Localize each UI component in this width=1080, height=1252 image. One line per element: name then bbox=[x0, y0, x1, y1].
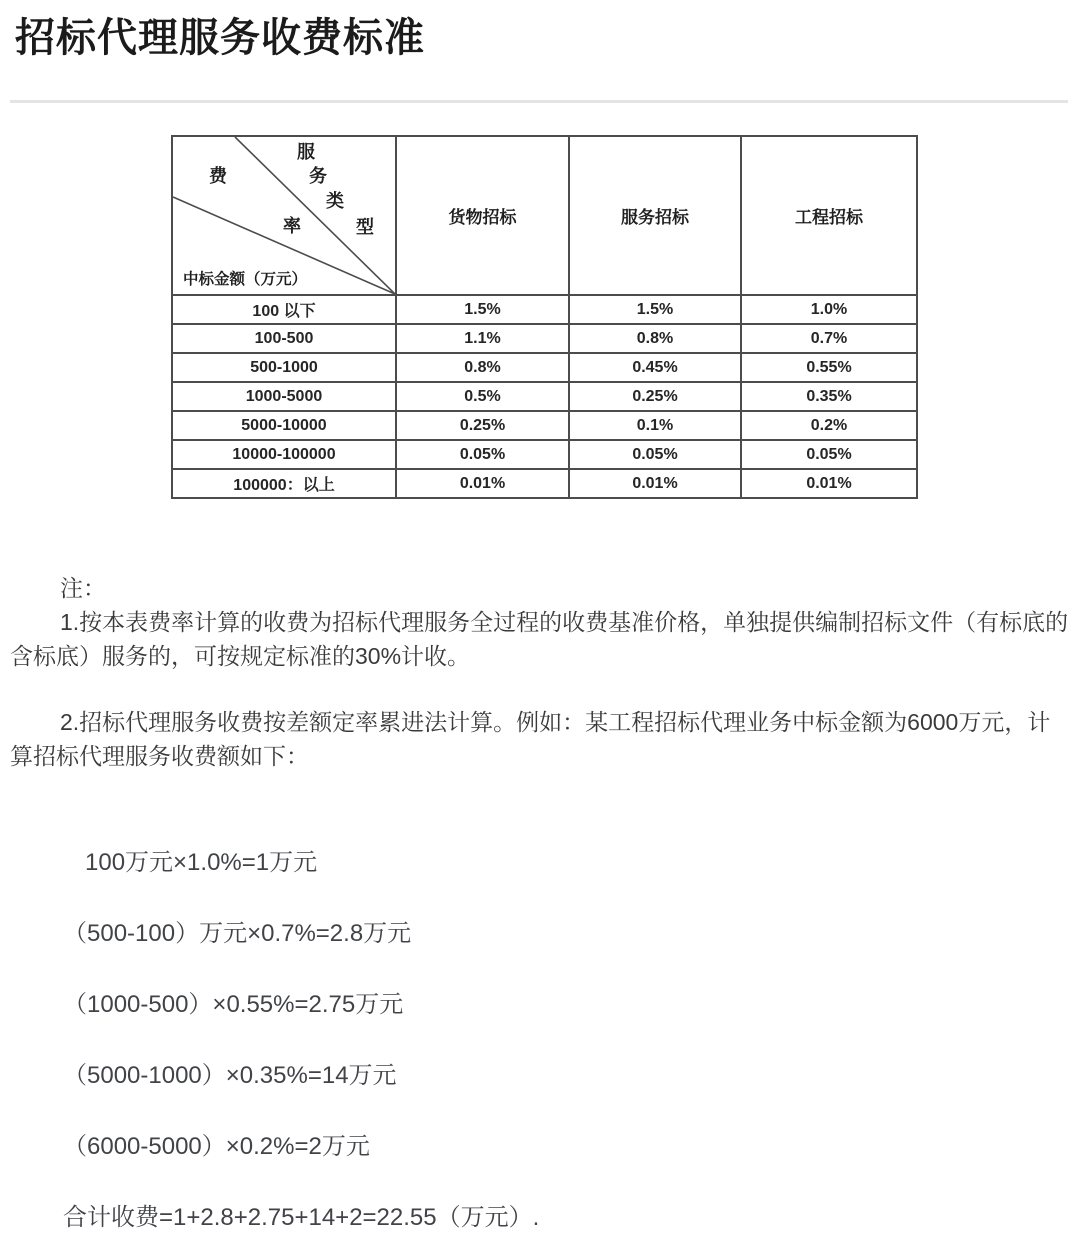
fee-rate-cell: 0.05% bbox=[741, 440, 917, 469]
table-row bbox=[172, 295, 917, 324]
fee-rate-cell: 0.25% bbox=[569, 382, 741, 411]
fee-rate-cell: 1.5% bbox=[396, 295, 569, 324]
diagonal-label-service-type-char: 服 bbox=[297, 142, 315, 162]
calc-line-5: （6000-5000）×0.2%=2万元 bbox=[63, 1133, 370, 1160]
table-header-row bbox=[172, 136, 917, 295]
fee-rate-cell: 0.8% bbox=[569, 324, 741, 353]
note-paragraph-1: 1.按本表费率计算的收费为招标代理服务全过程的收费基准价格，单独提供编制招标文件（有标底的含标底）服务的，可按规定标准的30%计收。 bbox=[10, 609, 1069, 669]
table-row bbox=[172, 469, 917, 498]
amount-range-cell: 10000-100000 bbox=[172, 440, 396, 469]
fee-rate-cell: 1.1% bbox=[396, 324, 569, 353]
calculation-section bbox=[0, 848, 1080, 1233]
column-header-engineering-bidding: 工程招标 bbox=[741, 136, 917, 295]
table-row bbox=[172, 353, 917, 382]
diagonal-label-service-type-char: 务 bbox=[309, 166, 327, 186]
fee-rate-cell: 0.25% bbox=[396, 411, 569, 440]
title-divider bbox=[10, 100, 1068, 103]
fee-rate-cell: 0.35% bbox=[741, 382, 917, 411]
diagonal-label-fee-rate-char: 率 bbox=[283, 216, 301, 236]
amount-range-cell: 100-500 bbox=[172, 324, 396, 353]
column-header-service-bidding: 服务招标 bbox=[569, 136, 741, 295]
fee-rate-cell: 0.5% bbox=[396, 382, 569, 411]
fee-rate-cell: 0.01% bbox=[741, 469, 917, 498]
fee-rate-cell: 0.2% bbox=[741, 411, 917, 440]
table-row bbox=[172, 324, 917, 353]
calc-total-line: 合计收费=1+2.8+2.75+14+2=22.55（万元）. bbox=[63, 1204, 540, 1231]
diagonal-header-cell bbox=[172, 136, 396, 295]
page-title: 招标代理服务收费标准 bbox=[15, 16, 425, 60]
fee-rate-cell: 0.1% bbox=[569, 411, 741, 440]
notes-label: 注： bbox=[60, 575, 106, 601]
notes-section bbox=[0, 571, 1080, 773]
fee-rate-cell: 0.01% bbox=[569, 469, 741, 498]
column-header-goods-bidding: 货物招标 bbox=[396, 136, 569, 295]
fee-rate-cell: 0.7% bbox=[741, 324, 917, 353]
fee-rate-cell: 1.5% bbox=[569, 295, 741, 324]
diagonal-label-service-type-char: 型 bbox=[356, 217, 374, 237]
amount-range-cell: 5000-10000 bbox=[172, 411, 396, 440]
amount-range-cell: 500-1000 bbox=[172, 353, 396, 382]
fee-rate-cell: 0.05% bbox=[396, 440, 569, 469]
fee-rate-cell: 0.8% bbox=[396, 353, 569, 382]
calc-line-2: （500-100）万元×0.7%=2.8万元 bbox=[63, 920, 412, 947]
fee-rate-cell: 0.45% bbox=[569, 353, 741, 382]
table-row bbox=[172, 382, 917, 411]
fee-rate-cell: 0.01% bbox=[396, 469, 569, 498]
fee-rate-table bbox=[171, 135, 918, 499]
fee-rate-cell: 0.55% bbox=[741, 353, 917, 382]
calc-line-3: （1000-500）×0.55%=2.75万元 bbox=[63, 991, 404, 1018]
amount-range-cell: 1000-5000 bbox=[172, 382, 396, 411]
calc-line-1: 100万元×1.0%=1万元 bbox=[85, 849, 318, 876]
diagonal-label-bid-amount: 中标金额（万元） bbox=[183, 271, 308, 288]
amount-range-cell: 100 以下 bbox=[172, 295, 396, 324]
fee-rate-cell: 0.05% bbox=[569, 440, 741, 469]
note-paragraph-2: 2.招标代理服务收费按差额定率累进法计算。例如：某工程招标代理业务中标金额为6000万元，计算招标代理服务收费额如下： bbox=[10, 709, 1051, 769]
calc-line-4: （5000-1000）×0.35%=14万元 bbox=[63, 1062, 397, 1089]
table-row bbox=[172, 411, 917, 440]
diagonal-label-fee-rate-char: 费 bbox=[209, 166, 227, 186]
diagonal-label-service-type-char: 类 bbox=[326, 191, 344, 211]
amount-range-cell: 100000：以上 bbox=[172, 469, 396, 498]
table-row bbox=[172, 440, 917, 469]
fee-rate-cell: 1.0% bbox=[741, 295, 917, 324]
